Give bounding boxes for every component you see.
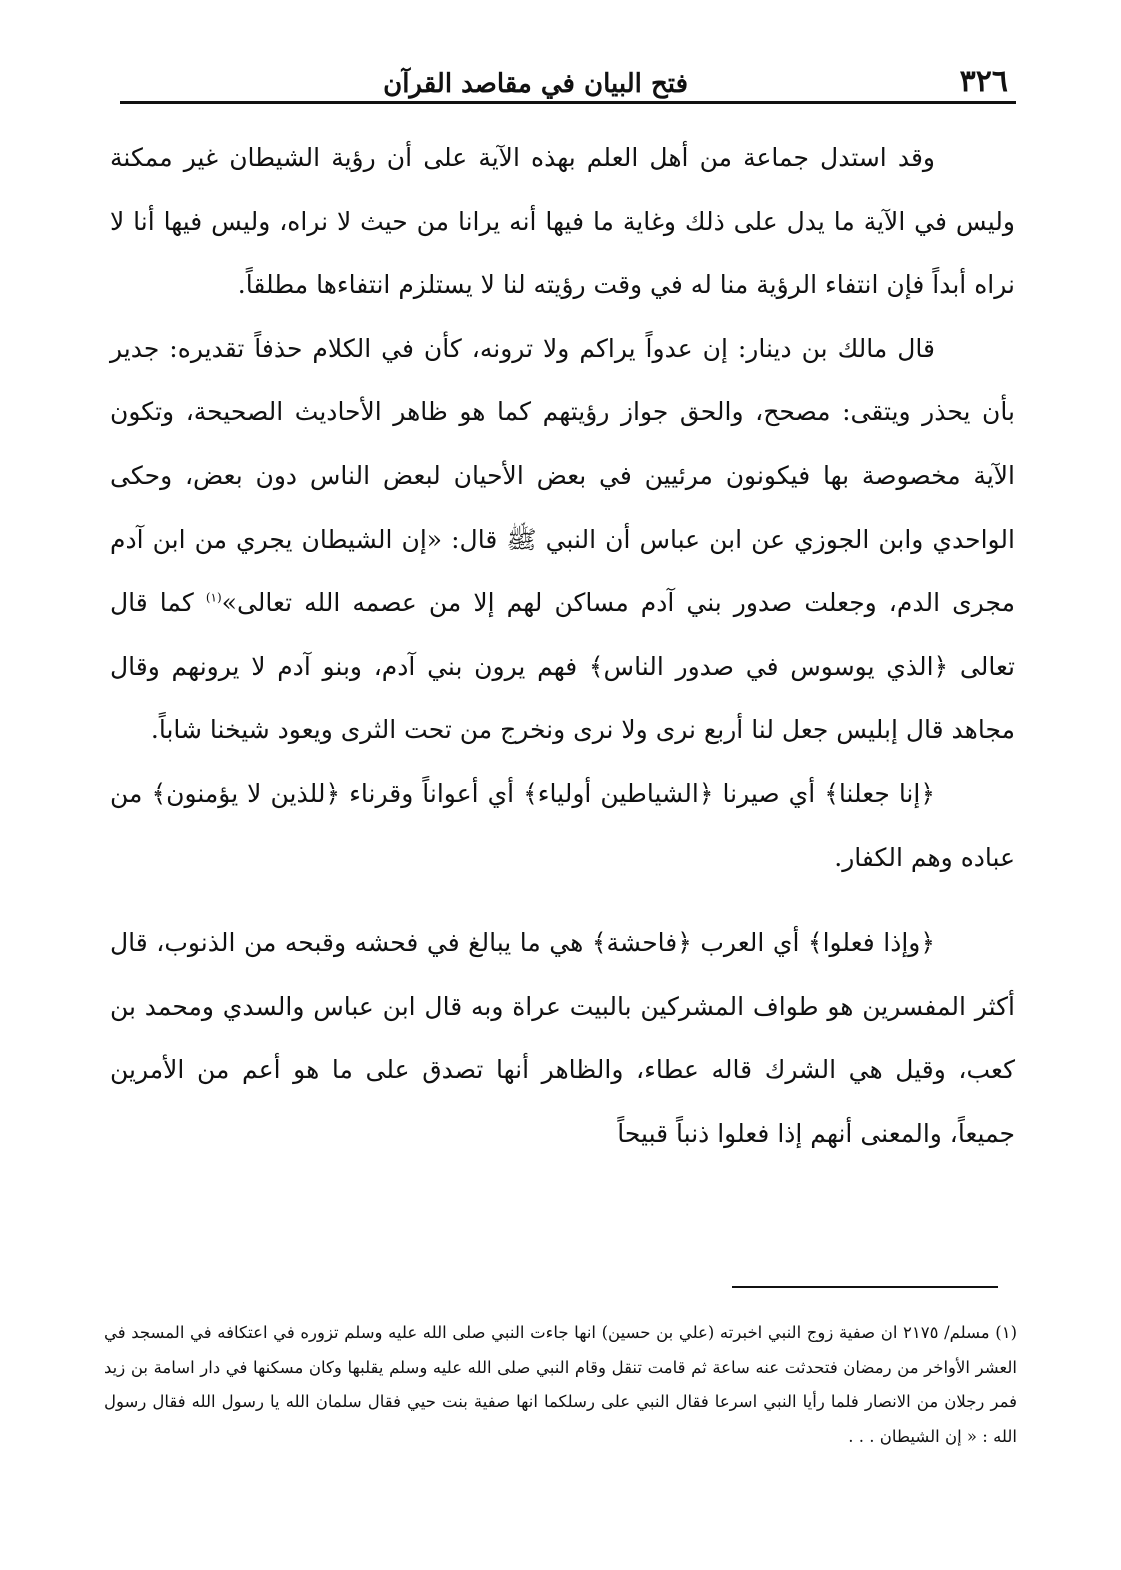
page-header: [118, 58, 1020, 104]
paragraph: [110, 126, 1015, 317]
paragraph-text: ﴿إنا جعلنا﴾ أي صيرنا ﴿الشياطين أولياء﴾ أي أعواناً وقرناء ﴿للذين لا يؤمنون﴾ من عباده وهم الكفار.: [110, 778, 1015, 872]
page-number: ٣٢٦: [959, 64, 1008, 99]
paragraph: [110, 911, 1015, 1165]
main-text: [110, 126, 1015, 1166]
footnote-paragraph: [104, 1316, 1017, 1454]
paragraph-text: قال مالك بن دينار: إن عدواً يراكم ولا ترونه، كأن في الكلام حذفاً تقديره: جدير بأن يحذر ويتقى: مصحح، والحق جواز رؤيتهم كما هو ظاهر الأحاديث الصحيحة، وتكون الآية مخصوصة بها فيكونون مرئيين في بعض الأحيان لبعض الناس دون بعض، وحكى الواحدي وابن الجوزي عن ابن عباس أن النبي ﷺ قال: «إن الشيطان يجري من ابن آدم مجرى الدم، وجعلت صدور بني آدم مساكن لهم إلا من عصمه الله تعالى»: [110, 333, 1015, 618]
running-title: فتح البيان في مقاصد القرآن: [383, 69, 688, 99]
paragraph: [110, 762, 1015, 889]
footnote: [104, 1316, 1017, 1454]
header-rule: [120, 101, 1016, 104]
footnote-reference: (١): [205, 590, 222, 605]
paragraph: [110, 317, 1015, 762]
paragraph-text: وقد استدل جماعة من أهل العلم بهذه الآية على أن رؤية الشيطان غير ممكنة وليس في الآية ما يدل على ذلك وغاية ما فيها أنه يرانا من حيث لا نراه، وليس فيها أنا لا نراه أبداً فإن انتفاء الرؤية منا له في وقت رؤيته لنا لا يستلزم انتفاءها مطلقاً.: [110, 143, 1015, 300]
paragraph-text: ﴿وإذا فعلوا﴾ أي العرب ﴿فاحشة﴾ هي ما يبالغ في فحشه وقبحه من الذنوب، قال أكثر المفسرين هو طواف المشركين بالبيت عراة وبه قال ابن عباس والسدي ومحمد بن كعب، وقيل هي الشرك قاله عطاء، والظاهر أنها تصدق على ما هو أعم من الأمرين جميعاً، والمعنى أنهم إذا فعلوا ذنباً قبيحاً: [110, 928, 1015, 1148]
footnote-text: مسلم/ ٢١٧٥ ان صفية زوج النبي اخبرته (علي بن حسين) انها جاءت النبي صلى الله عليه وسلم تزوره في اعتكافه في المسجد في العشر الأواخر من رمضان فتحدثت عنه ساعة ثم قامت تنقل وقام النبي صلى الله عليه وسلم يقلبها وكان مسكنها في دار اسامة بن زيد فمر رجلان من الانصار فلما رأيا النبي اسرعا فقال النبي على رسلكما انها صفية بنت حيي فقال سلمان الله يا رسول الله فقال رسول الله : « إن الشيطان . . .: [104, 1323, 1017, 1446]
footnote-marker: (١): [995, 1323, 1018, 1342]
footnote-divider: [732, 1286, 998, 1288]
paragraph-text: كما قال تعالى ﴿الذي يوسوس في صدور الناس﴾ فهم يرون بني آدم، وبنو آدم لا يرونهم وقال مجاهد قال إبليس جعل لنا أربع نرى ولا نرى ونخرج من تحت الثرى ويعود شيخنا شاباً.: [110, 588, 1015, 745]
